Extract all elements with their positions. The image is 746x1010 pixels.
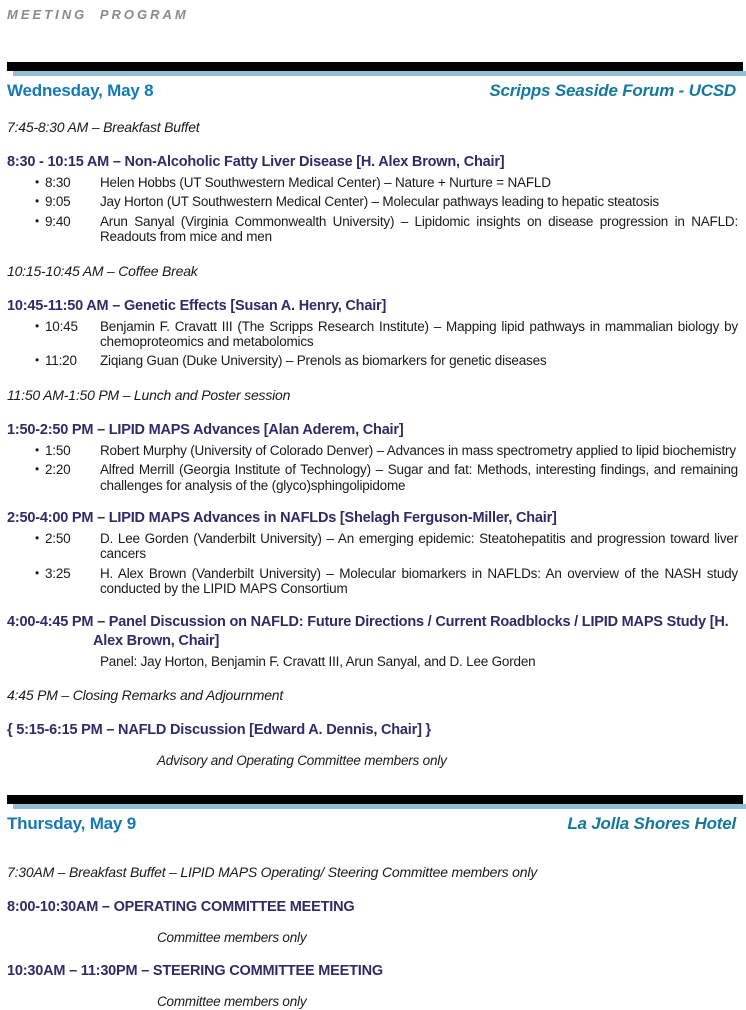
event-line: 7:30AM – Breakfast Buffet – LIPID MAPS Operating/ Steering Committee members only bbox=[7, 864, 538, 881]
talk-list bbox=[7, 175, 738, 245]
day-section-wednesday bbox=[7, 62, 738, 769]
talk-list bbox=[7, 531, 738, 597]
talk-text: Jay Horton (UT Southwestern Medical Center) – Molecular pathways leading to hepatic steatosis bbox=[100, 194, 659, 210]
talk-text: Arun Sanyal (Virginia Commonwealth University) – Lipidomic insights on disease progression in NAFLD: Readouts from mice and men bbox=[100, 213, 738, 245]
bullet-icon: • bbox=[35, 175, 40, 189]
talk-time: 11:20 bbox=[45, 353, 77, 369]
bullet-icon: • bbox=[35, 353, 40, 368]
session-heading: 8:30 - 10:15 AM – Non-Alcoholic Fatty Liver Disease [H. Alex Brown, Chair] bbox=[7, 154, 505, 170]
talk-text: H. Alex Brown (Vanderbilt University) – Molecular biomarkers in NAFLDs: An overview of the NASH study conducted by the LIPID MAPS Consortium bbox=[100, 565, 738, 597]
talk-list bbox=[7, 443, 738, 493]
session-block bbox=[7, 898, 738, 946]
bullet-icon: • bbox=[35, 442, 40, 457]
bullet-icon: • bbox=[35, 462, 40, 477]
attendance-note: Committee members only bbox=[157, 930, 307, 946]
talk-item bbox=[7, 531, 738, 562]
talk-item bbox=[7, 214, 738, 245]
bullet-icon: • bbox=[35, 318, 40, 333]
divider-black-bar bbox=[7, 795, 743, 804]
divider-blue-bar bbox=[13, 804, 746, 809]
panel-participants-line: Panel: Jay Horton, Benjamin F. Cravatt III, Arun Sanyal, and D. Lee Gorden bbox=[100, 653, 536, 669]
event-line: 7:45-8:30 AM – Breakfast Buffet bbox=[7, 119, 200, 135]
page-title: MEETING PROGRAM bbox=[7, 7, 189, 22]
event-line: 4:45 PM – Closing Remarks and Adjournment bbox=[7, 687, 284, 704]
divider-black-bar bbox=[7, 62, 743, 71]
talk-time: 9:05 bbox=[45, 194, 71, 210]
session-heading: 10:30AM – 11:30PM – STEERING COMMITTEE MEETING bbox=[7, 963, 383, 980]
talk-item bbox=[7, 194, 738, 209]
talk-time: 1:50 bbox=[45, 442, 71, 458]
talk-text: Alfred Merrill (Georgia Institute of Technology) – Sugar and fat: Methods, interesting findings, and remaining challenges for analysis of the (glyco)sphingolipidome bbox=[100, 462, 738, 493]
talk-text: Benjamin F. Cravatt III (The Scripps Research Institute) – Mapping lipid pathways in mammalian biology by chemoproteomics and metabolomics bbox=[100, 318, 738, 350]
talk-text: Ziqiang Guan (Duke University) – Prenols as biomarkers for genetic diseases bbox=[100, 353, 547, 369]
talk-time: 2:50 bbox=[45, 531, 71, 547]
venue-name: La Jolla Shores Hotel bbox=[567, 814, 736, 834]
talk-time: 10:45 bbox=[45, 318, 78, 334]
section-divider bbox=[7, 795, 738, 810]
talk-item bbox=[7, 462, 738, 493]
session-block bbox=[7, 297, 738, 369]
talk-time: 3:25 bbox=[45, 565, 71, 581]
talk-item bbox=[7, 353, 738, 368]
talk-time: 9:40 bbox=[45, 213, 71, 229]
talk-item bbox=[7, 175, 738, 190]
session-block bbox=[7, 721, 738, 769]
attendance-note: Advisory and Operating Committee members only bbox=[157, 753, 447, 769]
talk-item bbox=[7, 443, 738, 458]
session-block bbox=[7, 962, 738, 1010]
day-header bbox=[7, 814, 738, 834]
divider-blue-bar bbox=[13, 71, 746, 76]
bullet-icon: • bbox=[35, 213, 40, 228]
session-heading: 1:50-2:50 PM – LIPID MAPS Advances [Alan Aderem, Chair] bbox=[7, 421, 404, 438]
day-name: Thursday, May 9 bbox=[7, 814, 136, 834]
venue-name: Scripps Seaside Forum - UCSD bbox=[489, 81, 736, 100]
bullet-icon: • bbox=[35, 531, 40, 546]
days-container bbox=[7, 62, 738, 1010]
talk-text: D. Lee Gorden (Vanderbilt University) – An emerging epidemic: Steatohepatitis and progression toward liver cancers bbox=[100, 531, 738, 562]
session-heading: 2:50-4:00 PM – LIPID MAPS Advances in NAFLDs [Shelagh Ferguson-Miller, Chair] bbox=[7, 510, 557, 527]
bullet-icon: • bbox=[35, 565, 40, 580]
attendance-note: Committee members only bbox=[157, 994, 307, 1010]
session-heading: 8:00-10:30AM – OPERATING COMMITTEE MEETING bbox=[7, 899, 355, 916]
bullet-icon: • bbox=[35, 194, 40, 209]
talk-item bbox=[7, 319, 738, 350]
session-block bbox=[7, 421, 738, 493]
talk-time: 2:20 bbox=[45, 462, 71, 478]
session-block bbox=[7, 153, 738, 245]
session-heading: 10:45-11:50 AM – Genetic Effects [Susan A. Henry, Chair] bbox=[7, 297, 387, 314]
session-block bbox=[7, 613, 738, 669]
section-divider bbox=[7, 62, 738, 77]
talk-text: Robert Murphy (University of Colorado Denver) – Advances in mass spectrometry applied to lipid biochemistry bbox=[100, 442, 736, 458]
session-heading: 4:00-4:45 PM – Panel Discussion on NAFLD: Future Directions / Current Roadblocks / LIPID MAPS Study [H. Alex Brown, Chair] bbox=[7, 613, 729, 649]
talk-list bbox=[7, 319, 738, 369]
day-name: Wednesday, May 8 bbox=[7, 81, 154, 100]
talk-time: 8:30 bbox=[45, 175, 71, 190]
session-block bbox=[7, 509, 738, 597]
talk-text: Helen Hobbs (UT Southwestern Medical Center) – Nature + Nurture = NAFLD bbox=[100, 175, 551, 190]
day-header bbox=[7, 81, 738, 101]
talk-item bbox=[7, 566, 738, 597]
session-heading: { 5:15-6:15 PM – NAFLD Discussion [Edward A. Dennis, Chair] } bbox=[7, 722, 431, 739]
day-section-thursday bbox=[7, 795, 738, 1010]
event-line: 10:15-10:45 AM – Coffee Break bbox=[7, 262, 198, 279]
event-line: 11:50 AM-1:50 PM – Lunch and Poster session bbox=[7, 386, 291, 403]
